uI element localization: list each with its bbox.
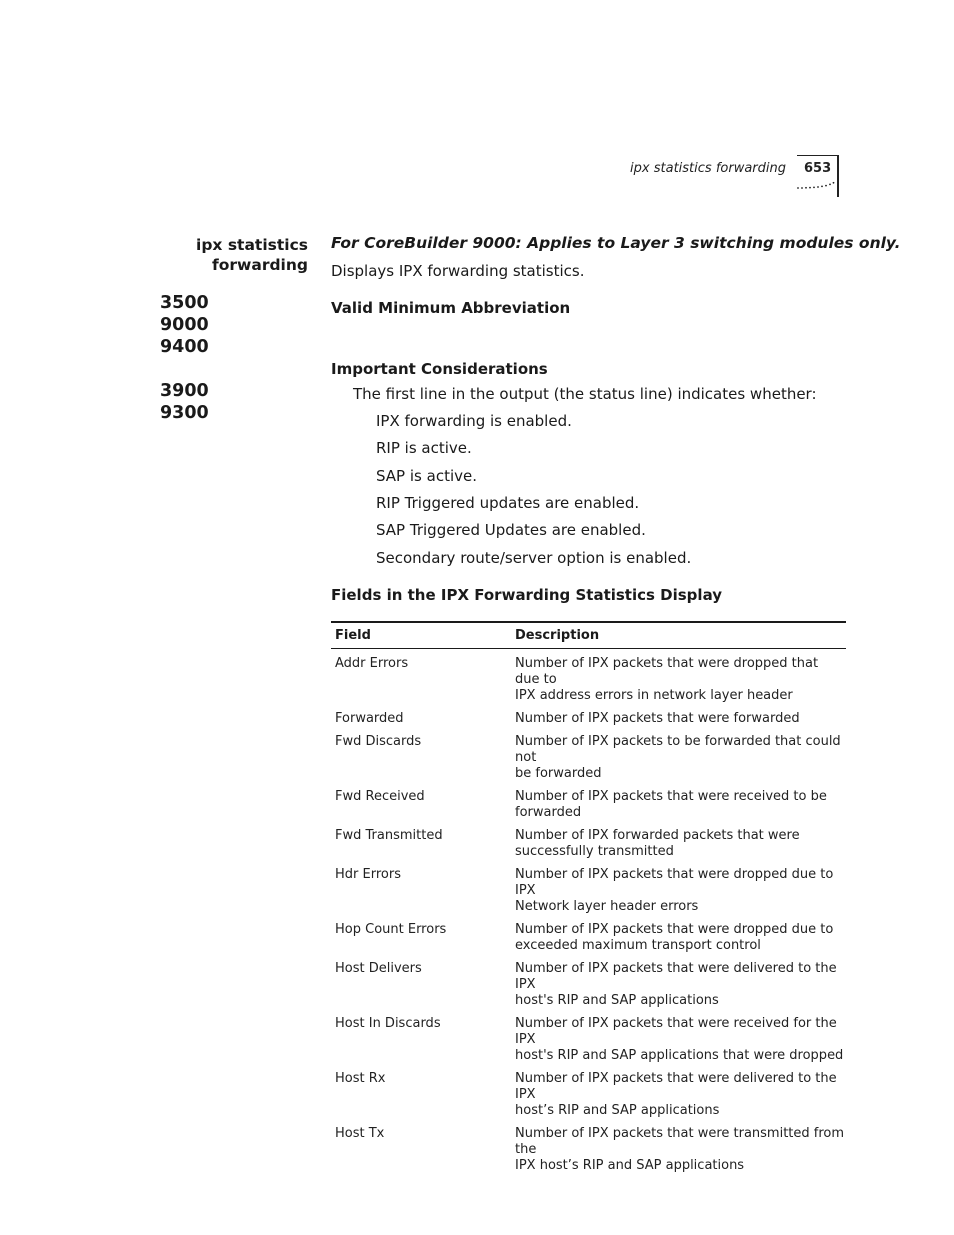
description-line: host’s RIP and SAP applications [515,1103,720,1118]
description-line: Number of IPX packets that were transmitted from the [515,1126,845,1157]
field-name-cell: Host Delivers [335,961,422,976]
field-name-cell: Addr Errors [335,656,409,671]
description-line: Number of IPX packets that were forwarded [515,711,800,726]
field-name-cell: Fwd Received [335,789,425,804]
field-name-cell: Host Rx [335,1071,386,1086]
consideration-item: Secondary route/server option is enabled. [376,549,692,567]
header-rule-vertical [837,155,839,197]
header-rule-top [797,155,838,156]
platform-number: 9000 [160,315,209,335]
field-description-cell [515,867,846,915]
field-description-cell [515,828,846,860]
table-row [331,922,846,954]
field-description-cell [515,711,846,727]
valid-min-abbrev-heading: Valid Minimum Abbreviation [331,299,571,317]
description-line: Number of IPX packets that were dropped due to IPX [515,867,834,898]
consideration-item: RIP Triggered updates are enabled. [376,494,640,512]
field-name-cell: Hop Count Errors [335,922,447,937]
consideration-item: SAP is active. [376,467,477,485]
command-description: Displays IPX forwarding statistics. [331,262,585,280]
table-row [331,656,846,704]
platform-number: 3500 [160,293,209,313]
field-description-cell [515,789,846,821]
column-header-description: Description [515,628,600,643]
field-description-cell [515,1126,846,1174]
consideration-item: SAP Triggered Updates are enabled. [376,521,646,539]
consideration-item: IPX forwarding is enabled. [376,412,572,430]
field-name-cell: Fwd Transmitted [335,828,443,843]
description-line: exceeded maximum transport control [515,938,761,953]
description-line: Number of IPX packets that were dropped that due to [515,656,819,687]
field-description-cell [515,1071,846,1119]
field-description-cell [515,1016,846,1064]
table-row [331,1126,846,1174]
command-name [180,235,308,275]
header-dots-decoration [796,178,836,192]
table-row [331,961,846,1009]
description-line: Number of IPX forwarded packets that were [515,828,800,843]
platform-gap [160,358,209,380]
table-row [331,711,846,727]
field-name-cell: Host Tx [335,1126,385,1141]
platform-list [160,292,209,424]
page-number: 653 [804,161,832,176]
description-line: Number of IPX packets that were received to be [515,789,827,804]
applies-note: For CoreBuilder 9000: Applies to Layer 3 switching modules only. [331,234,901,252]
description-line: IPX address errors in network layer header [515,688,793,703]
fields-table [331,621,846,1174]
fields-table-heading: Fields in the IPX Forwarding Statistics Display [331,586,723,604]
command-name-line1: ipx statistics [196,236,308,254]
platform-number: 9300 [160,403,209,423]
description-line: forwarded [515,805,582,820]
table-row [331,1016,846,1064]
description-line: Network layer header errors [515,899,699,914]
table-header-rule [331,648,846,649]
table-body [331,656,846,1174]
description-line: Number of IPX packets that were received for the IPX [515,1016,837,1047]
description-line: successfully transmitted [515,844,674,859]
field-description-cell [515,961,846,1009]
table-row [331,789,846,821]
table-row [331,867,846,915]
table-row [331,734,846,782]
platform-number: 9400 [160,337,209,357]
field-name-cell: Forwarded [335,711,404,726]
description-line: Number of IPX packets that were delivered to the IPX [515,961,837,992]
description-line: IPX host’s RIP and SAP applications [515,1158,745,1173]
consideration-item: RIP is active. [376,439,472,457]
field-name-cell: Hdr Errors [335,867,401,882]
command-name-line2: forwarding [212,256,308,274]
table-row [331,828,846,860]
description-line: host's RIP and SAP applications that were dropped [515,1048,844,1063]
description-line: Number of IPX packets that were dropped due to [515,922,834,937]
description-line: be forwarded [515,766,602,781]
description-line: Number of IPX packets that were delivered to the IPX [515,1071,837,1102]
field-name-cell: Host In Discards [335,1016,441,1031]
running-header-title: ipx statistics forwarding [630,161,786,176]
table-header-row [331,623,846,648]
important-intro: The first line in the output (the status line) indicates whether: [353,385,817,403]
platform-number: 3900 [160,381,209,401]
description-line: host's RIP and SAP applications [515,993,719,1008]
table-row [331,1071,846,1119]
field-description-cell [515,656,846,704]
description-line: Number of IPX packets to be forwarded that could not [515,734,841,765]
field-description-cell [515,734,846,782]
important-considerations-heading: Important Considerations [331,360,548,378]
field-description-cell [515,922,846,954]
column-header-field: Field [335,628,371,643]
field-name-cell: Fwd Discards [335,734,422,749]
